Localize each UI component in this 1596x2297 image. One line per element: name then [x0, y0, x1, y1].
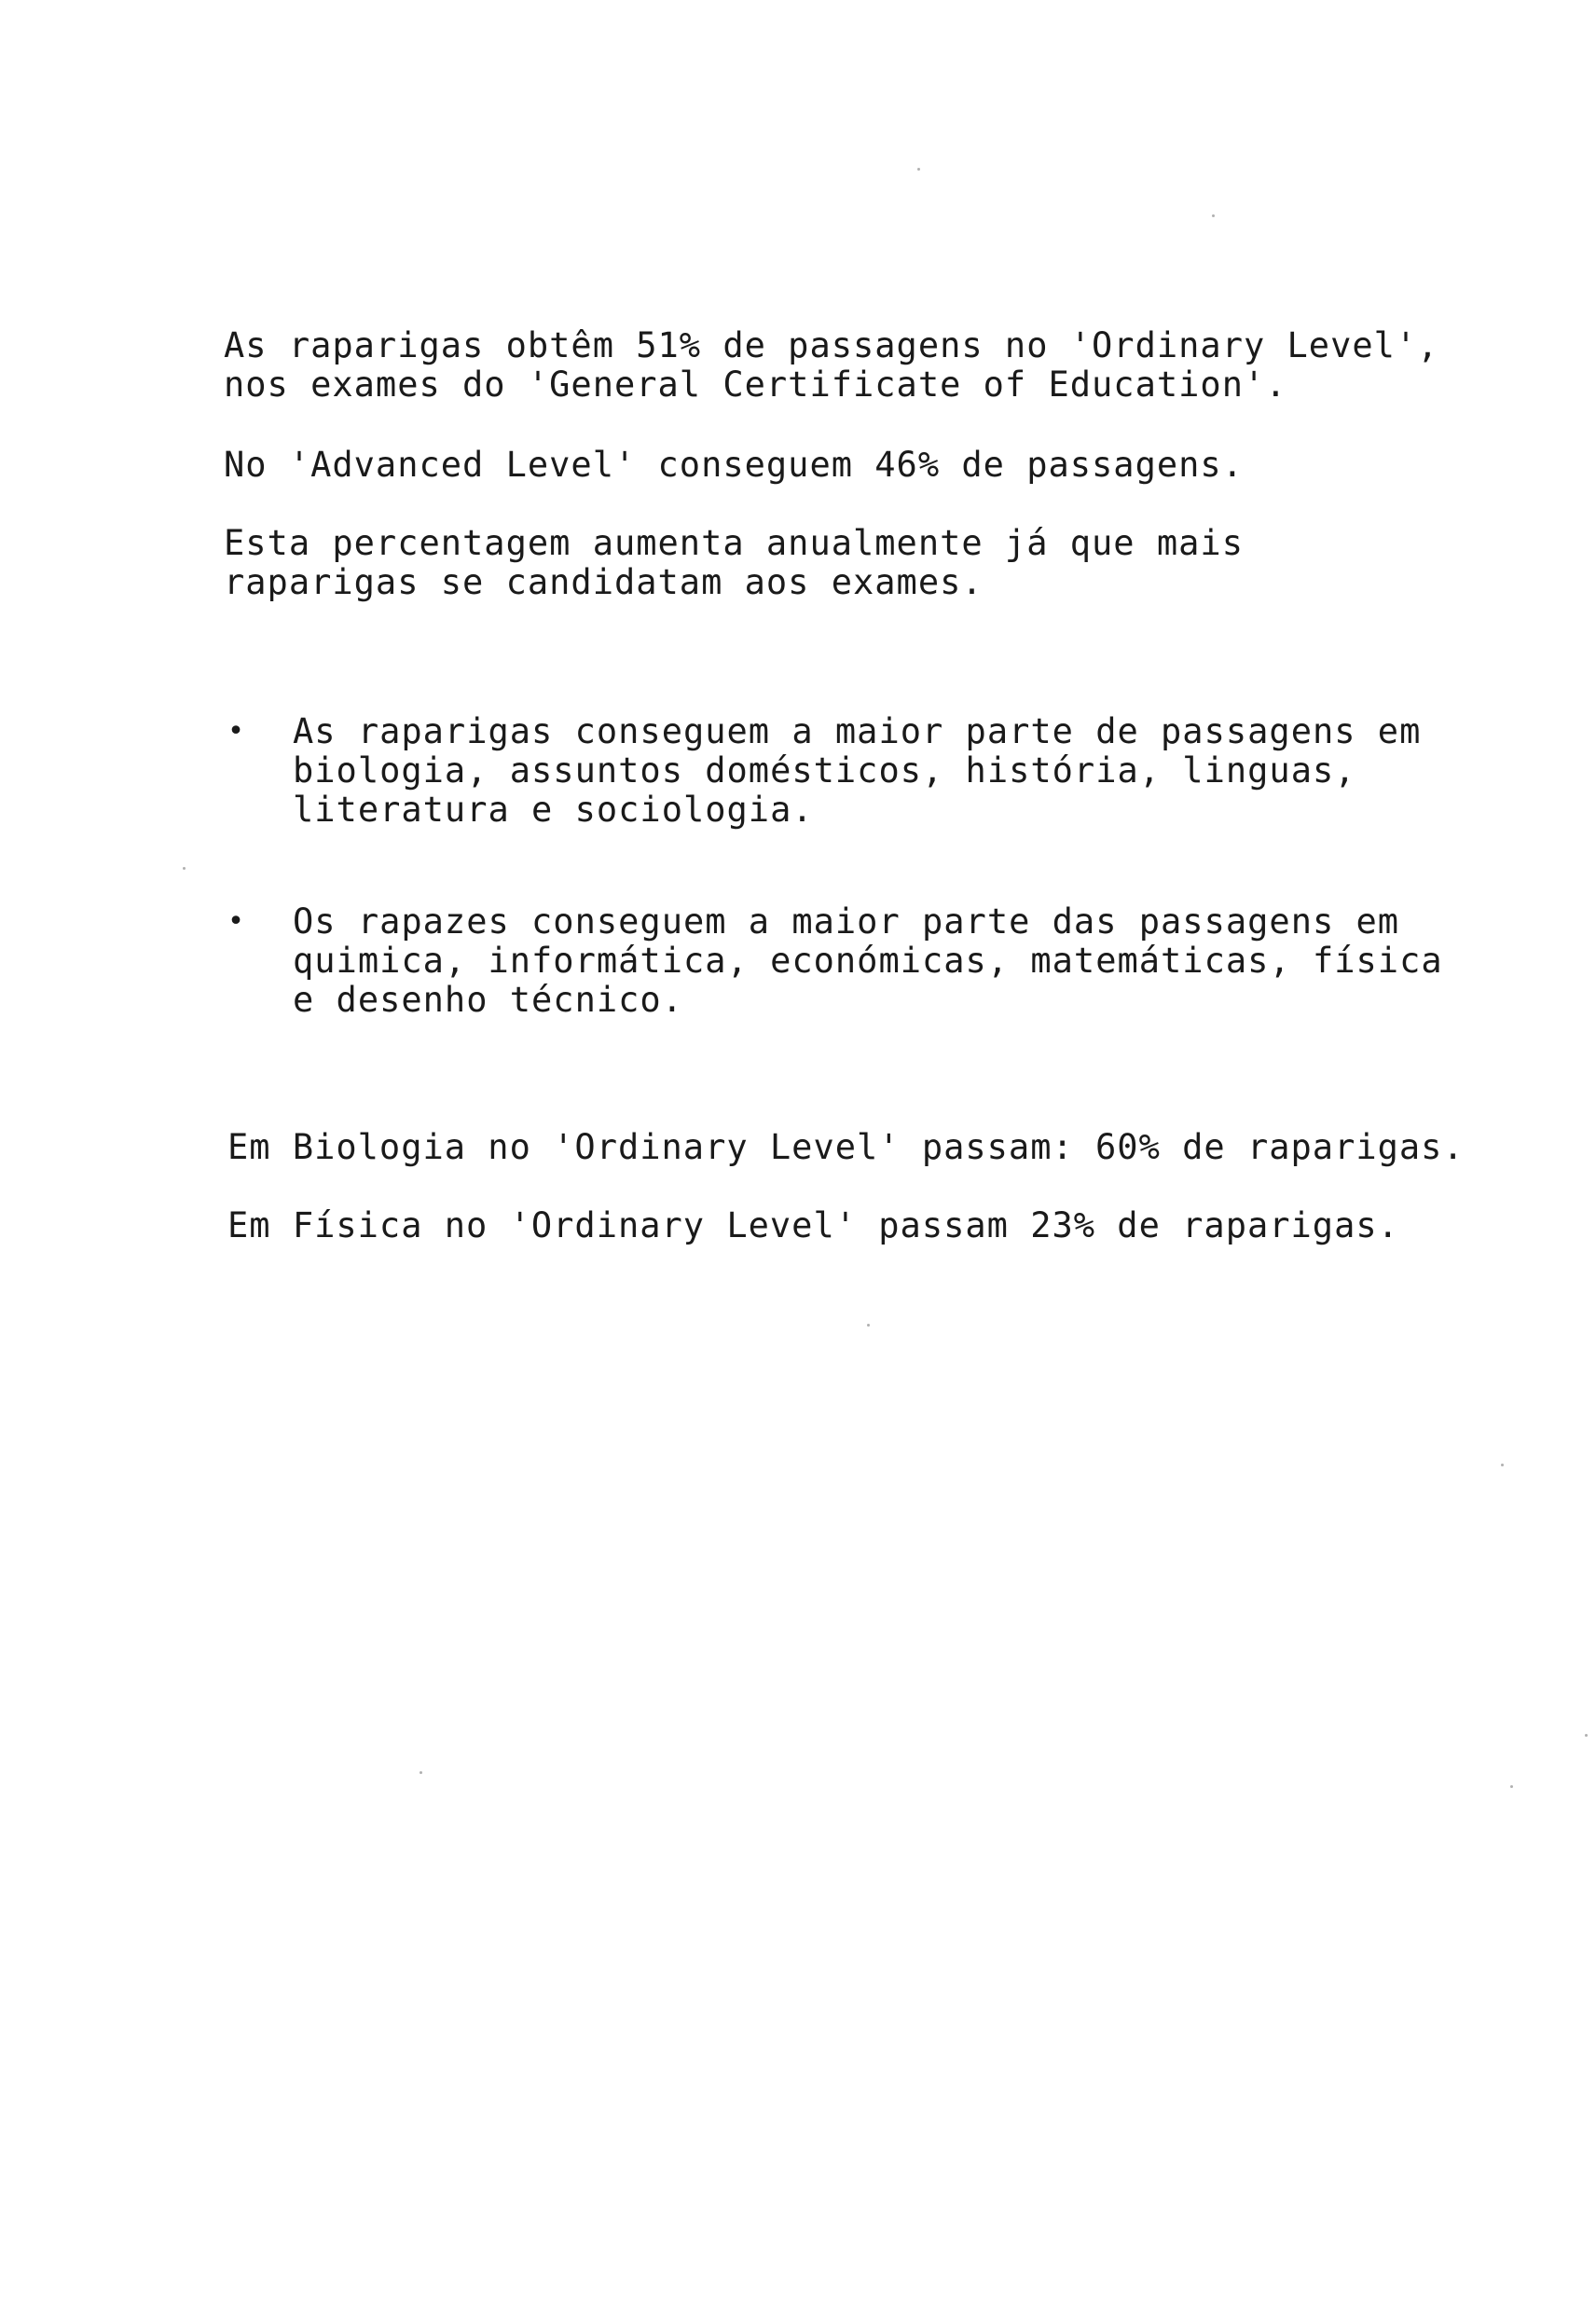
scan-speck — [420, 1771, 422, 1774]
scan-speck — [1212, 214, 1215, 217]
bullet-marker-2: • — [227, 905, 245, 938]
scan-speck — [867, 1324, 870, 1327]
scan-speck — [917, 168, 920, 171]
paragraph-2: No 'Advanced Level' conseguem 46% de passagens. — [224, 445, 1244, 485]
bullet-2-line-2: quimica, informática, económicas, matemáticas, física — [293, 941, 1443, 981]
bullet-marker-1: • — [227, 715, 245, 748]
scan-speck — [183, 867, 186, 870]
paragraph-1-line-1: As raparigas obtêm 51% de passagens no 'Ordinary Level', — [224, 325, 1439, 365]
stat-physics: Em Física no 'Ordinary Level' passam 23% de raparigas. — [227, 1205, 1399, 1245]
scan-speck — [1501, 1464, 1504, 1466]
stat-biology: Em Biologia no 'Ordinary Level' passam: 60% de raparigas. — [227, 1127, 1465, 1167]
bullet-2-line-3: e desenho técnico. — [293, 980, 683, 1020]
bullet-1-line-2: biologia, assuntos domésticos, história, linguas, — [293, 750, 1356, 791]
scan-speck — [1510, 1785, 1513, 1788]
scan-speck — [1585, 1734, 1588, 1737]
bullet-1-line-1: As raparigas conseguem a maior parte de passagens em — [293, 711, 1422, 751]
paragraph-1-line-2: nos exames do 'General Certificate of Education'. — [224, 364, 1287, 405]
bullet-2-line-1: Os rapazes conseguem a maior parte das passagens em — [293, 901, 1400, 942]
bullet-1-line-3: literatura e sociologia. — [293, 790, 814, 830]
paragraph-3-line-1: Esta percentagem aumenta anualmente já que mais — [224, 523, 1244, 563]
paragraph-3-line-2: raparigas se candidatam aos exames. — [224, 562, 984, 602]
